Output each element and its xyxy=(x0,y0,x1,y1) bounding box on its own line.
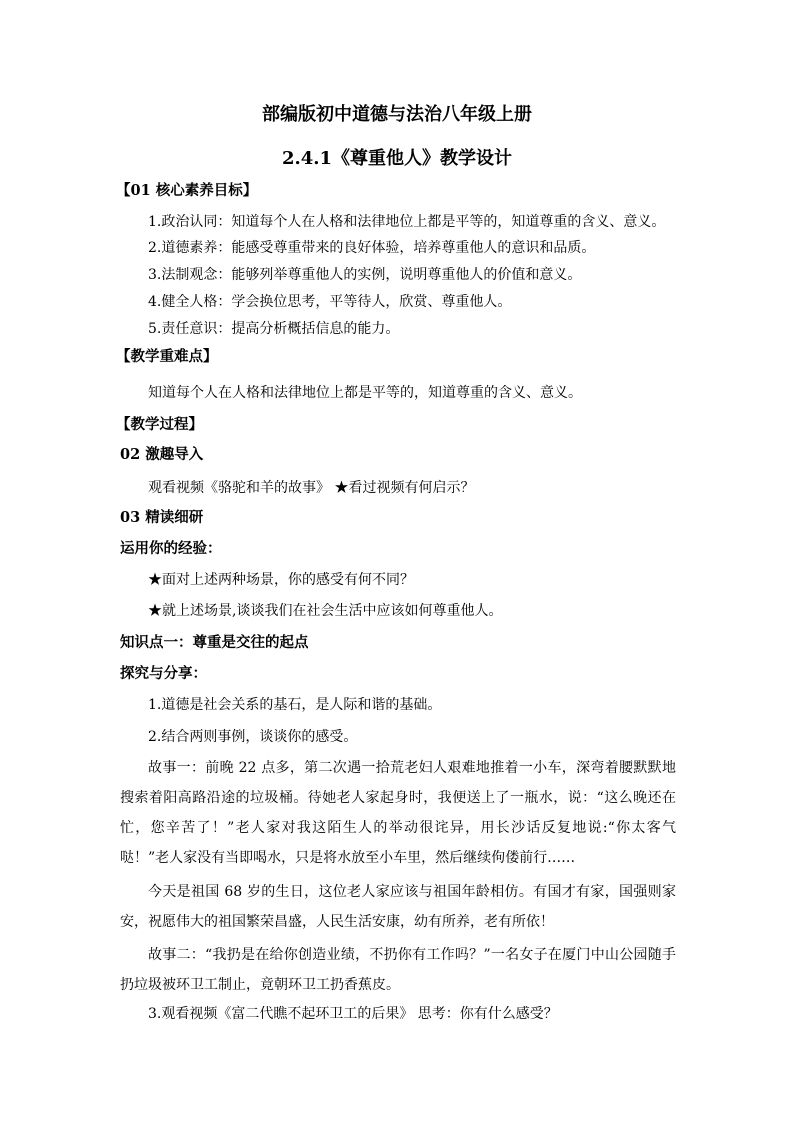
story-one-continuation: 今天是祖国 68 岁的生日，这位老人家应该与祖国年龄相仿。有国才有家，国强则家安，祝愿伟大的祖国繁荣昌盛，人民生活安康，幼有所养，老有所依！ xyxy=(120,884,676,930)
explore-item: 1.道德是社会关系的基石，是人际和谐的基础。 xyxy=(148,697,442,713)
goal-item: 2.道德素养：能感受尊重带来的良好体验，培养尊重他人的意识和品质。 xyxy=(148,240,596,256)
goal-item: 4.健全人格：学会换位思考，平等待人，欣赏、尊重他人。 xyxy=(148,294,512,310)
document-subtitle: 2.4.1《尊重他人》教学设计 xyxy=(281,148,513,169)
goal-item: 3.法制观念：能够列举尊重他人的实例，说明尊重他人的价值和意义。 xyxy=(148,267,582,283)
video-question-item: 3.观看视频《富二代瞧不起环卫工的后果》 思考：你有什么感受？ xyxy=(148,1006,558,1022)
story-one-paragraph: 故事一：前晚 22 点多，第二次遇一拾荒老妇人艰难地推着一小车，深弯着腰默默地搜索着阳高路沿途的垃圾桶。待她老人家起身时，我便送上了一瓶水，说：“这么晚还在忙，您辛苦了！”老人家对我这陌生人的举动很诧异，用长沙话反复地说:“你太客气哒！”老人家没有当即喝水，只是将水放至小车里，然后继续佝偻前行…… xyxy=(120,760,676,866)
goal-item: 5.责任意识：提高分析概括信息的能力。 xyxy=(148,321,400,337)
experience-heading: 运用你的经验： xyxy=(120,540,222,557)
section-intro-heading: 02 激趣导入 xyxy=(120,446,204,463)
story-two-paragraph: 故事二：“我扔是在给你创造业绩，不扔你有工作吗？”一名女子在厦门中山公园随手扔垃圾被环卫工制止，竟朝环卫工扔香蕉皮。 xyxy=(120,947,676,993)
key-point-text: 知道每个人在人格和法律地位上都是平等的，知道尊重的含义、意义。 xyxy=(148,385,582,401)
knowledge-point-heading: 知识点一：尊重是交往的起点 xyxy=(120,634,309,651)
intro-text: 观看视频《骆驼和羊的故事》 ★看过视频有何启示？ xyxy=(148,480,475,496)
goal-item: 1.政治认同：知道每个人在人格和法律地位上都是平等的，知道尊重的含义、意义。 xyxy=(148,214,666,230)
section-read-heading: 03 精读细研 xyxy=(120,509,204,526)
explore-heading: 探究与分享： xyxy=(120,665,207,682)
section-process-heading: 【教学过程】 xyxy=(116,416,203,433)
experience-item: ★面对上述两种场景，你的感受有何不同？ xyxy=(148,572,414,588)
document-title: 部编版初中道德与法治八年级上册 xyxy=(262,104,532,125)
section-goals-heading: 【01 核心素养目标】 xyxy=(116,182,258,199)
experience-item: ★就上述场景,谈谈我们在社会生活中应该如何尊重他人。 xyxy=(148,603,503,619)
explore-item: 2.结合两则事例，谈谈你的感受。 xyxy=(148,729,358,745)
section-key-heading: 【教学重难点】 xyxy=(116,348,218,365)
